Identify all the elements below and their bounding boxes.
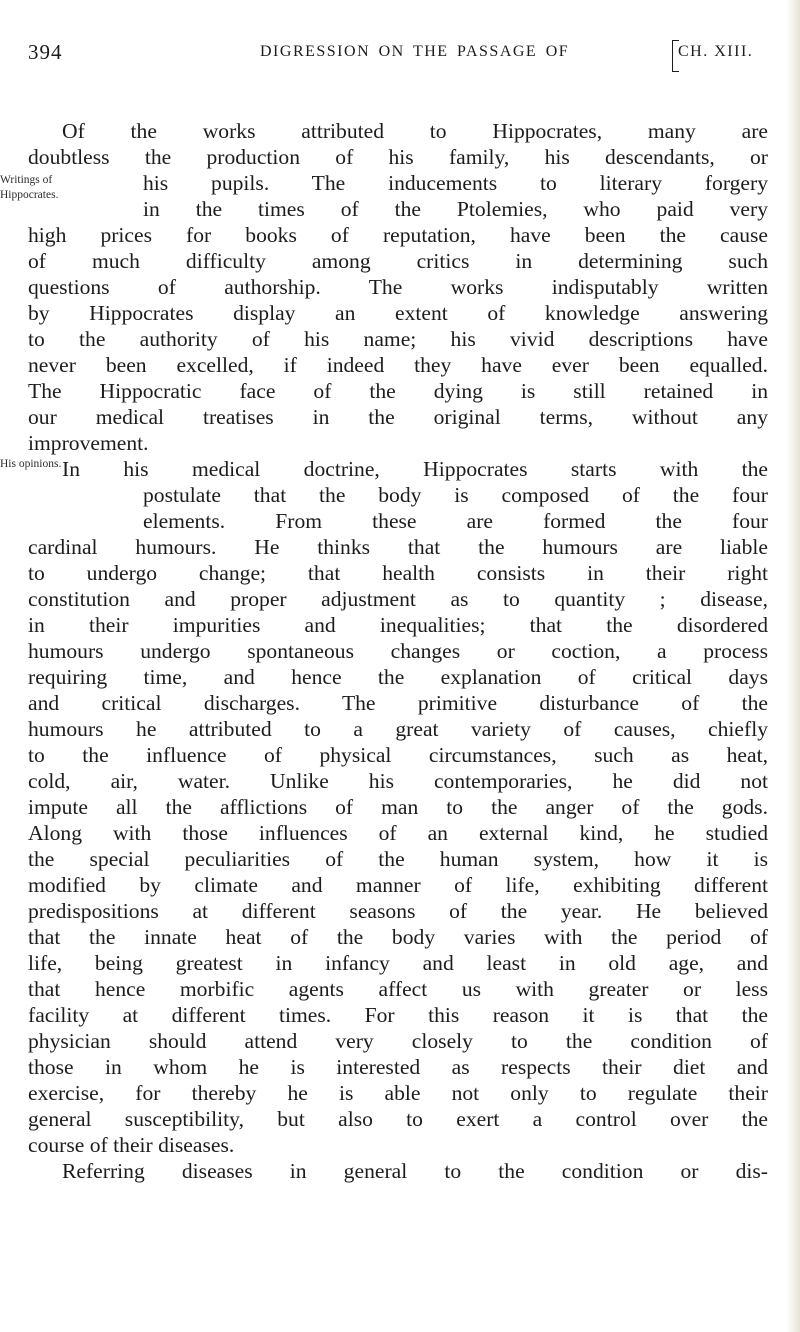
text-line: course of their diseases. <box>28 1133 235 1157</box>
text-line: those in whom he is interested as respects their diet and <box>28 1055 768 1079</box>
page-number: 394 <box>28 40 63 64</box>
text-line: by Hippocrates display an extent of knowledge answering <box>28 301 768 325</box>
text-line: humours undergo spontaneous changes or coction, a process <box>28 639 768 663</box>
text-line: to the authority of his name; his vivid descriptions have <box>28 327 768 351</box>
text-line: of much difficulty among critics in determining such <box>28 249 768 273</box>
text-line: our medical treatises in the original terms, without any <box>28 405 768 429</box>
running-head <box>0 40 800 70</box>
text-line: cold, air, water. Unlike his contemporaries, he did not <box>28 769 768 793</box>
text-line: predispositions at different seasons of the year. He believed <box>28 899 768 923</box>
text-line: to the influence of physical circumstances, such as heat, <box>28 743 768 767</box>
margin-note-line: Writings of <box>0 174 53 186</box>
page-edge-shadow <box>786 0 800 1332</box>
chapter-label: CH. XIII. <box>678 43 754 60</box>
text-line: never been excelled, if indeed they have ever been equalled. <box>28 353 768 377</box>
margin-note-line: Hippocrates. <box>0 189 59 201</box>
text-line: to undergo change; that health consists in their right <box>28 561 768 585</box>
text-line: humours he attributed to a great variety of causes, chiefly <box>28 717 768 741</box>
text-line: and critical discharges. The primitive disturbance of the <box>28 691 768 715</box>
text-line: improvement. <box>28 431 149 455</box>
text-line: The Hippocratic face of the dying is still retained in <box>28 379 768 403</box>
text-line: general susceptibility, but also to exert a control over the <box>28 1107 768 1131</box>
text-line: Of the works attributed to Hippocrates, many are <box>62 119 768 143</box>
text-line: Referring diseases in general to the condition or dis- <box>62 1159 768 1183</box>
text-line: modified by climate and manner of life, exhibiting different <box>28 873 768 897</box>
text-line: that the innate heat of the body varies with the period of <box>28 925 768 949</box>
text-line: elements. From these are formed the four <box>143 509 768 533</box>
text-line: In his medical doctrine, Hippocrates starts with the <box>62 457 768 481</box>
text-line: in the times of the Ptolemies, who paid very <box>143 197 768 221</box>
text-line: facility at different times. For this reason it is that the <box>28 1003 768 1027</box>
text-line: cardinal humours. He thinks that the humours are liable <box>28 535 768 559</box>
text-line: physician should attend very closely to the condition of <box>28 1029 768 1053</box>
text-line: that hence morbific agents affect us with greater or less <box>28 977 768 1001</box>
text-line: his pupils. The inducements to literary forgery <box>143 171 768 195</box>
text-line: the special peculiarities of the human system, how it is <box>28 847 768 871</box>
margin-note-line: His opinions. <box>0 458 62 470</box>
margin-note-writings <box>0 173 96 203</box>
text-line: requiring time, and hence the explanation of critical days <box>28 665 768 689</box>
text-line: postulate that the body is composed of the four <box>143 483 768 507</box>
running-head-title: DIGRESSION ON THE PASSAGE OF <box>260 43 570 60</box>
text-line: exercise, for thereby he is able not only to regulate their <box>28 1081 768 1105</box>
text-line: doubtless the production of his family, his descendants, or <box>28 145 768 169</box>
text-line: life, being greatest in infancy and least in old age, and <box>28 951 768 975</box>
text-line: high prices for books of reputation, have been the cause <box>28 223 768 247</box>
text-line: in their impurities and inequalities; that the disordered <box>28 613 768 637</box>
text-line: constitution and proper adjustment as to quantity ; disease, <box>28 587 768 611</box>
text-line: Along with those influences of an external kind, he studied <box>28 821 768 845</box>
text-line: impute all the afflictions of man to the anger of the gods. <box>28 795 768 819</box>
text-line: questions of authorship. The works indisputably written <box>28 275 768 299</box>
